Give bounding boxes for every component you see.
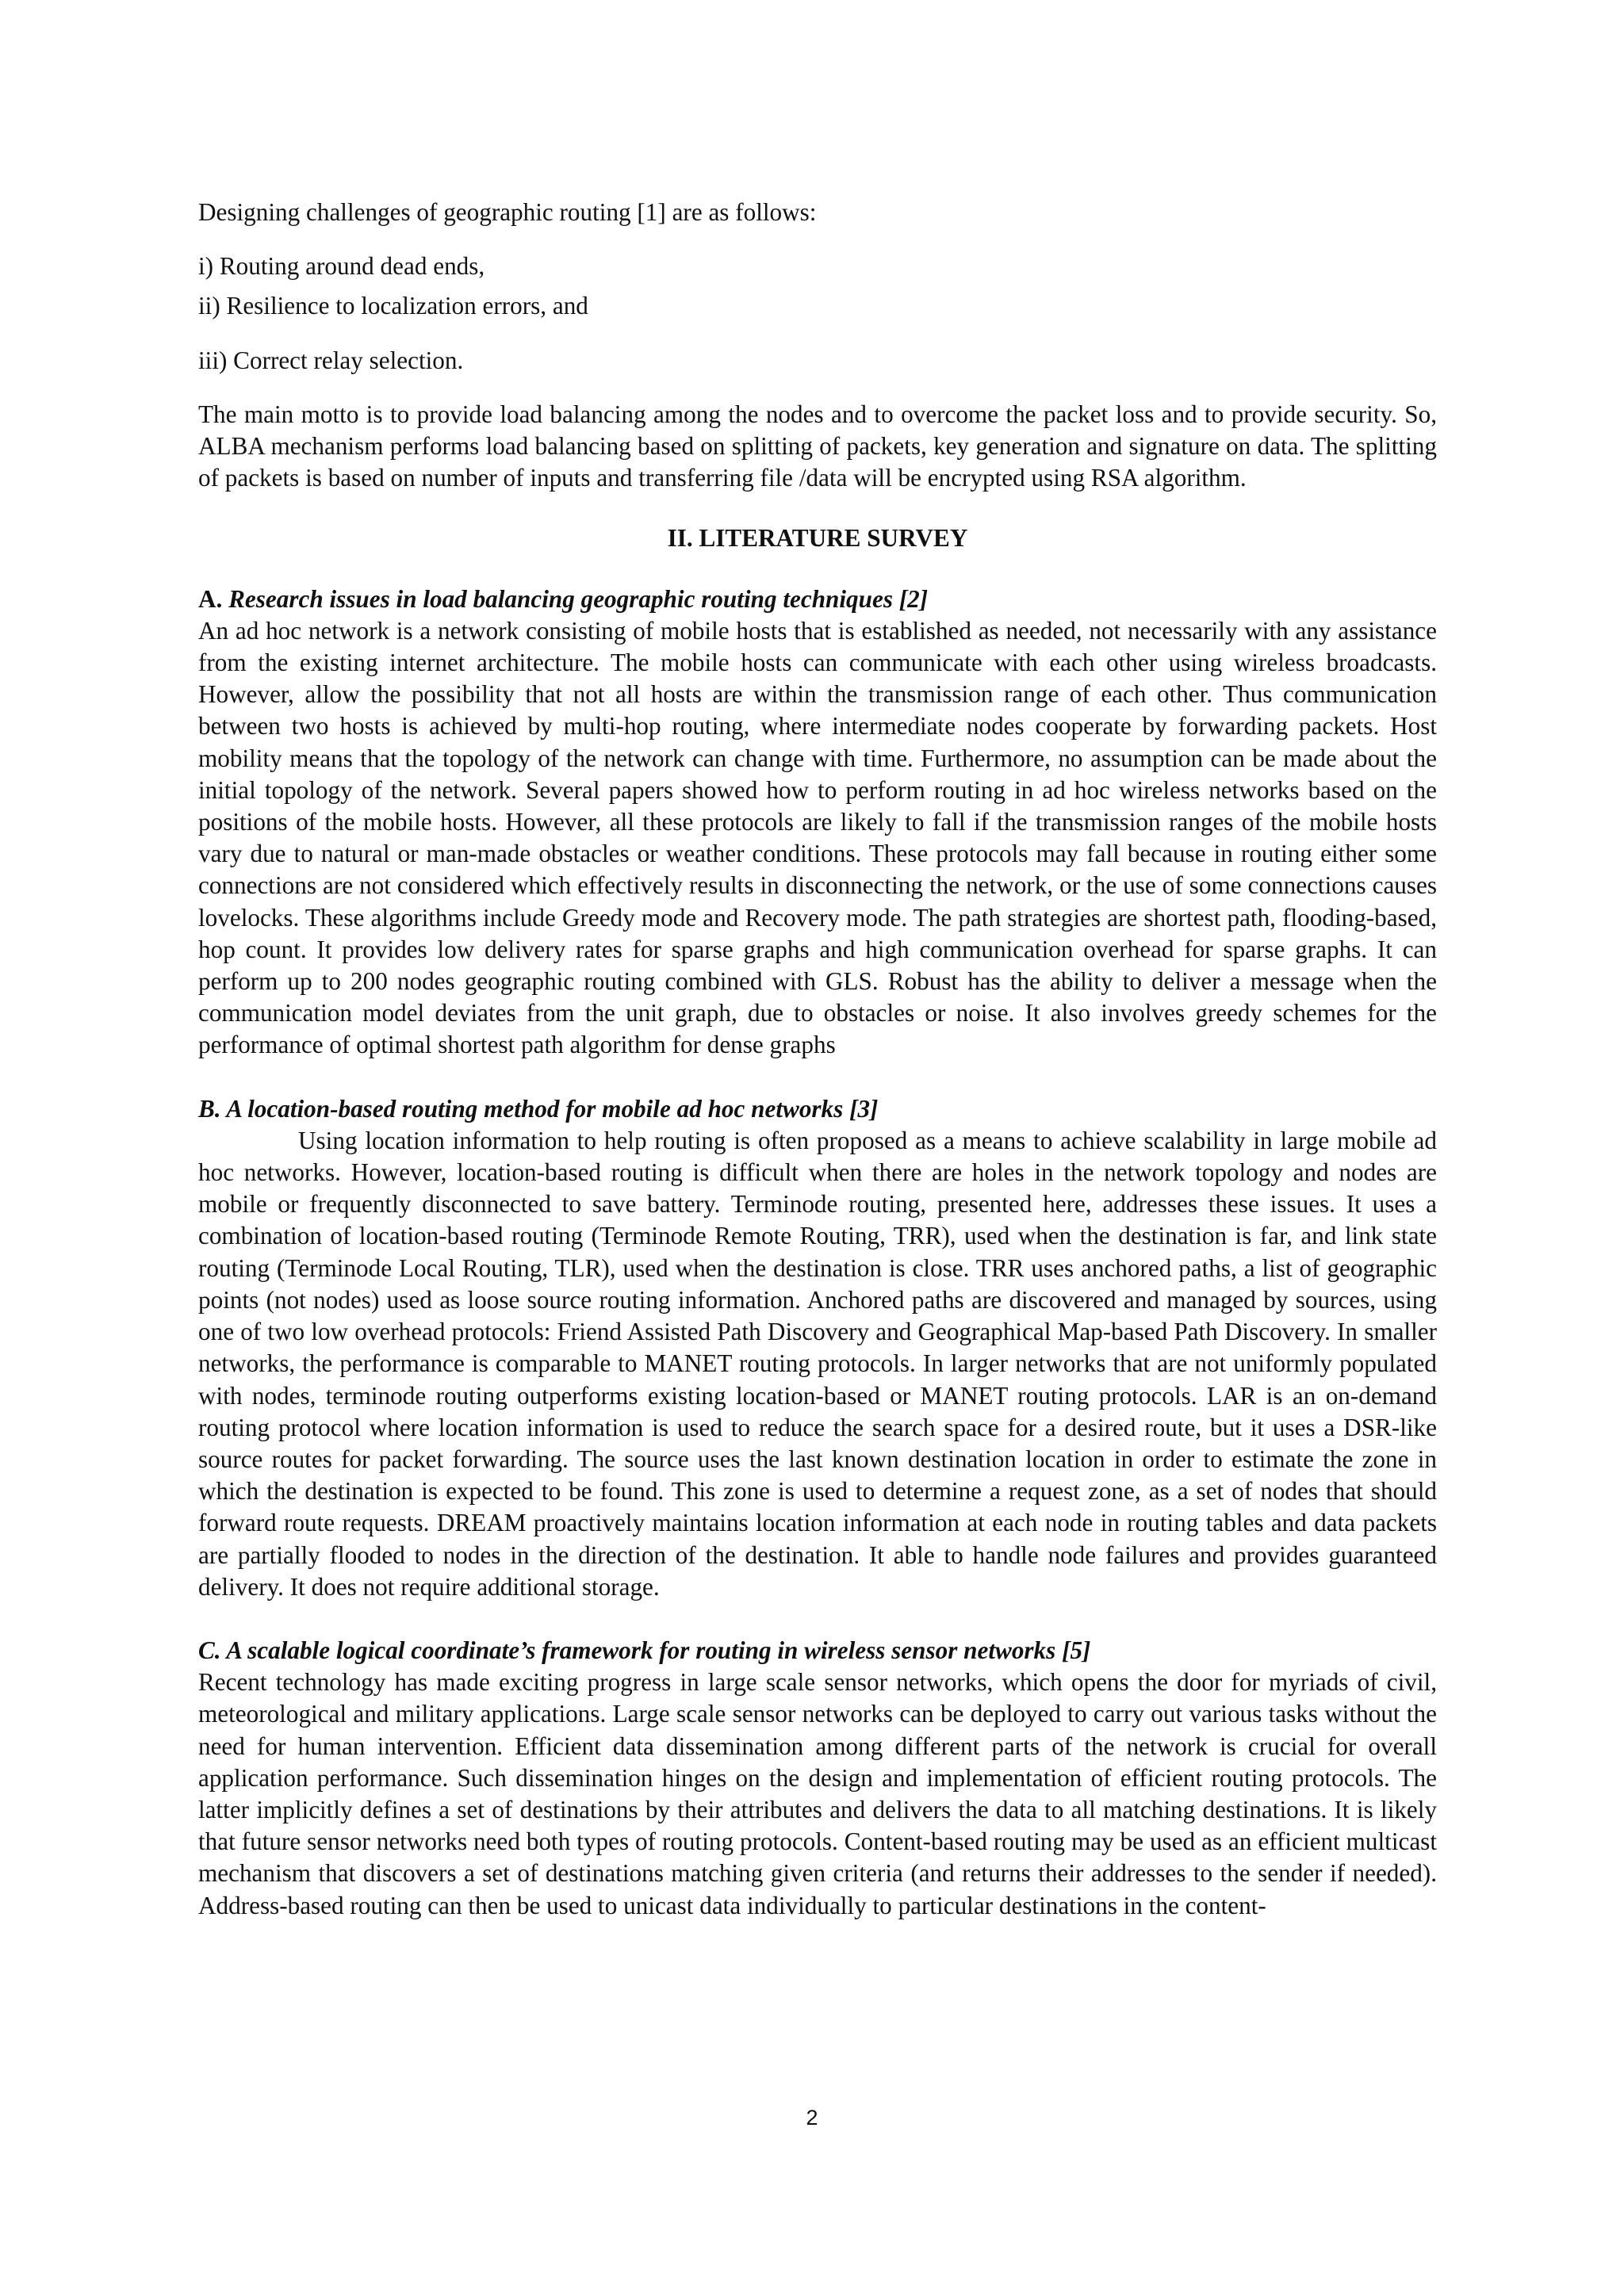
list-item-localization-errors: ii) Resilience to localization errors, and [198, 292, 588, 320]
page-number: 2 [806, 2106, 818, 2130]
subsection-b-letter: B. [198, 1094, 221, 1123]
subsection-a-body: An ad hoc network is a network consisting of mobile hosts that is established as needed, not necessarily with any assistance from the existing internet architecture. The mobile hosts can communicate with each other using wireless broadcasts. However, allow the possibility that not all hosts are within the transmission range of each other. Thus communication between two hosts is achieved by multi-hop routing, where intermediate nodes cooperate by forwarding packets. Host mobility means that the topology of the network can change with time. Furthermore, no assumption can be made about the initial topology of the network. Several papers showed how to perform routing in ad hoc wireless networks based on the positions of the mobile hosts. However, all these protocols are likely to fall if the transmission ranges of the mobile hosts vary due to natural or man-made obstacles or weather conditions. These protocols may fall because in routing either some connections are not considered which effectively results in disconnecting the network, or the use of some connections causes lovelocks. These algorithms include Greedy mode and Recovery mode. The path strategies are shortest path, flooding-based, hop count. It provides low delivery rates for sparse graphs and high communication overhead for sparse graphs. It can perform up to 200 nodes geographic routing combined with GLS. Robust has the ability to deliver a message when the communication model deviates from the unit graph, due to obstacles or noise. It also involves greedy schemes for the performance of optimal shortest path algorithm for dense graphs [198, 616, 1437, 1059]
list-item-dead-ends: i) Routing around dead ends, [198, 252, 485, 281]
intro-motto-paragraph: The main motto is to provide load balancing among the nodes and to overcome the packet loss and to provide security. So, ALBA mechanism performs load balancing based on splitting of packets, key generation and signature on data. The splitting of packets is based on number of inputs and transferring file /data will be encrypted using RSA algorithm. [198, 400, 1437, 492]
subsection-c-title: A scalable logical coordinate’s framework for routing in wireless sensor networks [5] [226, 1636, 1091, 1664]
subsection-b-body: Using location information to help routing is often proposed as a means to achieve scalability in large mobile ad hoc networks. However, location-based routing is difficult when there are holes in the network topology and nodes are mobile or frequently disconnected to save battery. Terminode routing, presented here, addresses these issues. It uses a combination of location-based routing (Terminode Remote Routing, TRR), used when the destination is far, and link state routing (Terminode Local Routing, TLR), used when the destination is close. TRR uses anchored paths, a list of geographic points (not nodes) used as loose source routing information. Anchored paths are discovered and managed by sources, using one of two low overhead protocols: Friend Assisted Path Discovery and Geographical Map-based Path Discovery. In smaller networks, the performance is comparable to MANET routing protocols. In larger networks that are not uniformly populated with nodes, terminode routing outperforms existing location-based or MANET routing protocols. LAR is an on-demand routing protocol where location information is used to reduce the search space for a desired route, but it uses a DSR-like source routes for packet forwarding. The source uses the last known destination location in order to estimate the zone in which the destination is expected to be found. This zone is used to determine a request zone, as a set of nodes that should forward route requests. DREAM proactively maintains location information at each node in routing tables and data packets are partially flooded to nodes in the direction of the destination. It able to handle node failures and provides guaranteed delivery. It does not require additional storage. [198, 1126, 1437, 1601]
subsection-b-title: A location-based routing method for mobile ad hoc networks [3] [226, 1094, 879, 1123]
list-item-relay-selection: iii) Correct relay selection. [198, 346, 464, 374]
page-body [198, 197, 1437, 1954]
subsection-b [198, 1093, 1437, 1603]
subsection-b-heading [198, 1093, 1437, 1125]
subsection-c [198, 1635, 1437, 1922]
section-heading-literature-survey: II. LITERATURE SURVEY [667, 524, 968, 553]
subsection-a-letter: A. [198, 584, 223, 613]
subsection-c-letter: C. [198, 1636, 221, 1664]
subsection-a-heading [198, 584, 1437, 615]
subsection-a-title: Research issues in load balancing geographic routing techniques [2] [228, 584, 929, 613]
intro-lead: Designing challenges of geographic routing [1] are as follows: [198, 198, 817, 226]
subsection-c-heading [198, 1635, 1437, 1667]
subsection-a [198, 584, 1437, 1062]
subsection-c-body: Recent technology has made exciting progress in large scale sensor networks, which opens the door for myriads of civil, meteorological and military applications. Large scale sensor networks can be deployed to carry out various tasks without the need for human intervention. Efficient data dissemination among different parts of the network is crucial for overall application performance. Such dissemination hinges on the design and implementation of efficient routing protocols. The latter implicitly defines a set of destinations by their attributes and delivers the data to all matching destinations. It is likely that future sensor networks need both types of routing protocols. Content-based routing may be used as an efficient multicast mechanism that discovers a set of destinations matching given criteria (and returns their addresses to the sender if needed). Address-based routing can then be used to unicast data individually to particular destinations in the content- [198, 1668, 1437, 1919]
